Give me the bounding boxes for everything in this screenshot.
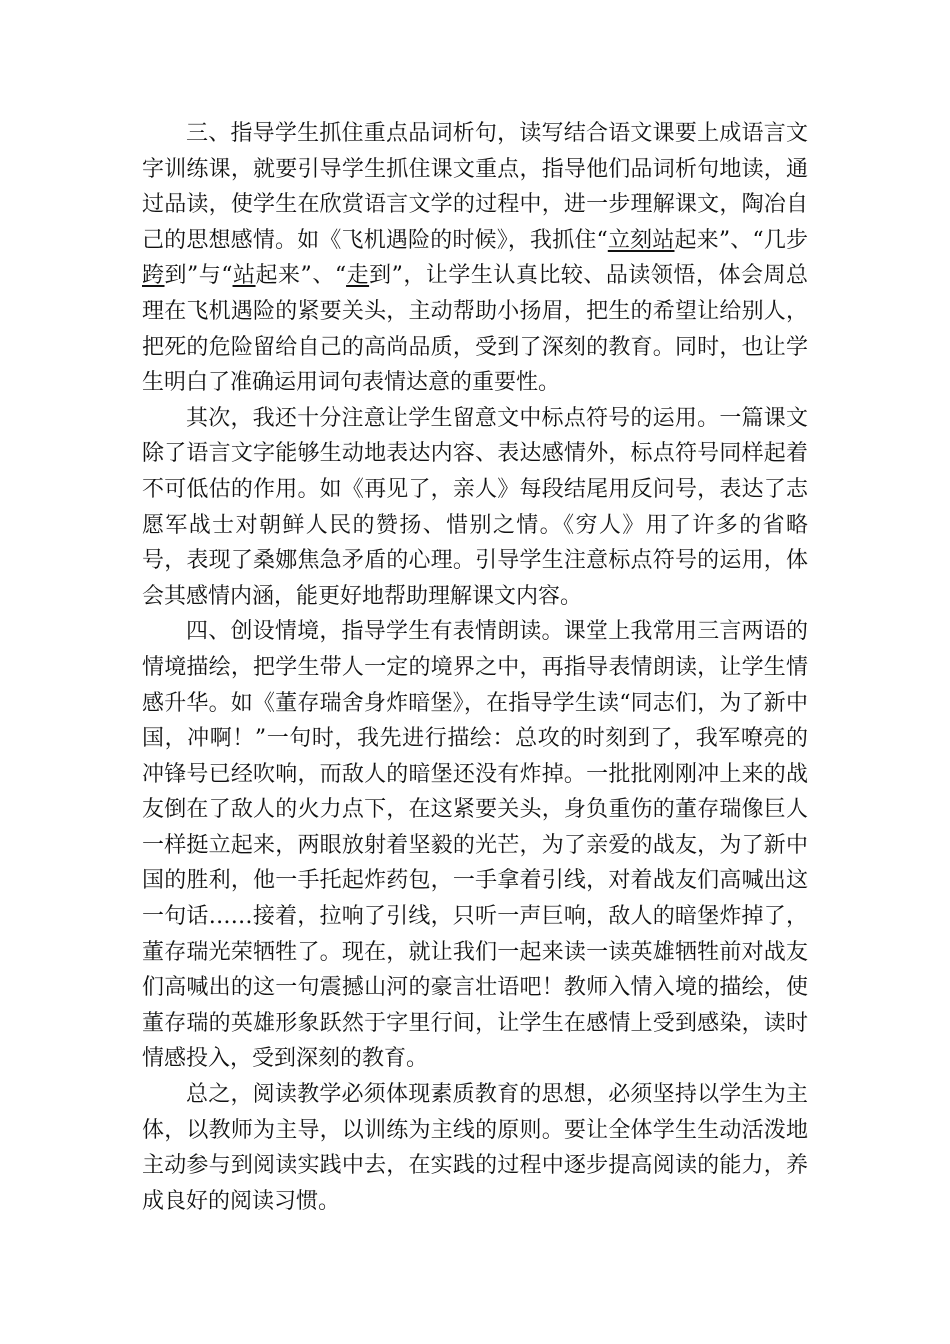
- document-page: [142, 116, 808, 1219]
- paragraph-punctuation: 其次，我还十分注意让学生留意文中标点符号的运用。一篇课文除了语言文字能够生动地表达内容、表达感情外，标点符号同样起着不可低估的作用。如《再见了，亲人》每段结尾用反问号，表达了志愿军战士对朝鲜人民的赞扬、惜别之情。《穷人》用了许多的省略号，表现了桑娜焦急矛盾的心理。引导学生注意标点符号的运用，体会其感情内涵，能更好地帮助理解课文内容。: [142, 405, 808, 609]
- underlined-word: 立刻站: [607, 227, 675, 253]
- underlined-word: 跨: [142, 263, 165, 289]
- paragraph-text: 三、指导学生抓住重点品词析句，读写结合语文课要上成语言文字训练课，就要引导学生抓住课文重点，指导他们品词析句地读，通过品读，使学生在欣赏语言文学的过程中，进一步理解课文，陶冶自己的思想感情。如《飞机遇险的时候》，我抓住“: [142, 121, 808, 253]
- paragraph-text: 到”与“: [164, 263, 233, 289]
- paragraph-key-words: [142, 116, 808, 401]
- paragraph-text: 起来”、“: [255, 263, 347, 289]
- paragraph-text: 到”，让学生认真比较、品读领悟，体会周总理在飞机遇险的紧要关头，主动帮助小扬眉，把生的希望让给别人，把死的危险留给自己的高尚品质，受到了深刻的教育。同时，也让学生明白了准确运用词句表情达意的重要性。: [142, 263, 808, 396]
- underlined-word: 走: [346, 263, 370, 289]
- paragraph-text: 起来”、“几步: [674, 227, 808, 253]
- paragraph-reading-aloud: 四、创设情境，指导学生有表情朗读。课堂上我常用三言两语的情境描绘，把学生带人一定的境界之中，再指导表情朗读，让学生情感升华。如《董存瑞舍身炸暗堡》，在指导学生读“同志们，为了新中国，冲啊！”一句时，我先进行描绘：总攻的时刻到了，我军嘹亮的冲锋号已经吹响，而敌人的暗堡还没有炸掉。一批批刚刚冲上来的战友倒在了敌人的火力点下，在这紧要关头，身负重伤的董存瑞像巨人一样挺立起来，两眼放射着坚毅的光芒，为了亲爱的战友，为了新中国的胜利，他一手托起炸药包，一手拿着引线，对着战友们高喊出这一句话……接着，拉响了引线，只听一声巨响，敌人的暗堡炸掉了，董存瑞光荣牺牲了。现在，就让我们一起来读一读英雄牺牲前对战友们高喊出的这一句震撼山河的豪言壮语吧！教师入情入境的描绘，使董存瑞的英雄形象跃然于字里行间，让学生在感情上受到感染，读时情感投入，受到深刻的教育。: [142, 619, 808, 1072]
- underlined-word: 站: [232, 263, 256, 289]
- paragraph-conclusion: 总之，阅读教学必须体现素质教育的思想，必须坚持以学生为主体，以教师为主导，以训练为主线的原则。要让全体学生生动活泼地主动参与到阅读实践中去，在实践的过程中逐步提高阅读的能力，养成良好的阅读习惯。: [142, 1082, 808, 1214]
